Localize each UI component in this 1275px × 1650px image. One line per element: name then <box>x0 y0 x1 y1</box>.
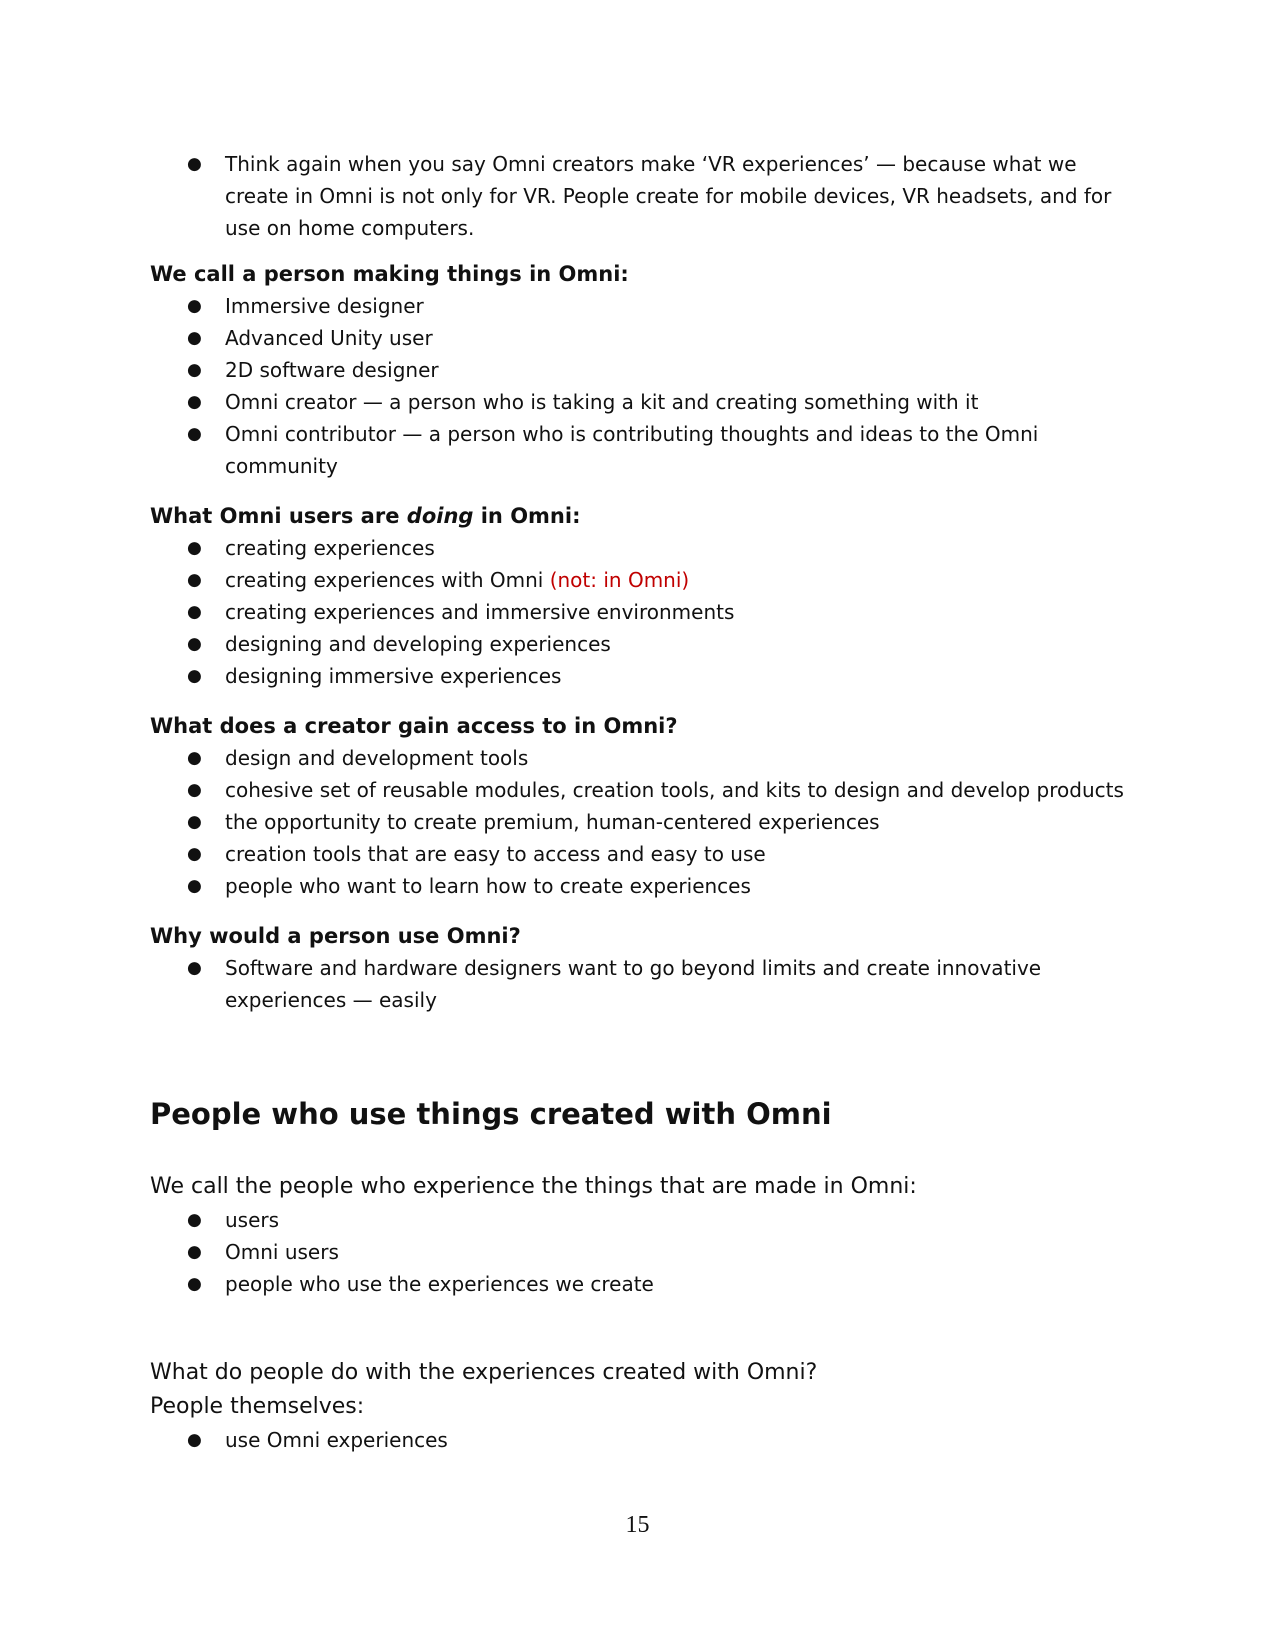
list-item: ● Advanced Unity user <box>150 322 1130 354</box>
list-item: ● Think again when you say Omni creators make ‘VR experiences’ — because what we create in Omni is not only for VR. People create for mobile devices, VR headsets, and for use on home computers. <box>150 148 1130 244</box>
bullet-icon: ● <box>187 538 202 558</box>
bullet-icon: ● <box>187 666 202 686</box>
people-actions-list <box>150 1424 1130 1456</box>
list-item: ● design and development tools <box>150 742 1130 774</box>
bullet-icon: ● <box>187 634 202 654</box>
people-sub: People themselves: <box>150 1394 365 1419</box>
access-list <box>150 742 1130 902</box>
list-item: ● people who want to learn how to create experiences <box>150 870 1130 902</box>
bullet-icon: ● <box>187 1274 202 1294</box>
list-item: ● users <box>150 1204 1130 1236</box>
list-item: ● creating experiences <box>150 532 1130 564</box>
bullet-icon: ● <box>187 570 202 590</box>
doing-emphasis: doing <box>406 504 474 528</box>
list-item: ● creating experiences and immersive environments <box>150 596 1130 628</box>
bullet-icon: ● <box>187 1242 202 1262</box>
bullet-icon: ● <box>187 154 202 174</box>
list-item: ● cohesive set of reusable modules, creation tools, and kits to design and develop products <box>150 774 1130 806</box>
page-number: 15 <box>625 1512 650 1538</box>
list-item: ● Omni contributor — a person who is contributing thoughts and ideas to the Omni community <box>150 418 1130 482</box>
list-item: ● Omni users <box>150 1236 1130 1268</box>
bullet-icon: ● <box>187 780 202 800</box>
top-bullet-list <box>150 148 1130 244</box>
list-item: ● creation tools that are easy to access and easy to use <box>150 838 1130 870</box>
list-item: ● 2D software designer <box>150 354 1130 386</box>
list-item: ● use Omni experiences <box>150 1424 1130 1456</box>
list-item: ● designing and developing experiences <box>150 628 1130 660</box>
list-item: ● people who use the experiences we create <box>150 1268 1130 1300</box>
list-item: ● creating experiences with Omni (not: in Omni) <box>150 564 1130 596</box>
bullet-icon: ● <box>187 360 202 380</box>
list-item: ● Immersive designer <box>150 290 1130 322</box>
bullet-icon: ● <box>187 812 202 832</box>
bullet-icon: ● <box>187 1430 202 1450</box>
people-intro: We call the people who experience the things that are made in Omni: <box>150 1174 917 1199</box>
bullet-icon: ● <box>187 602 202 622</box>
why-heading: Why would a person use Omni? <box>150 924 521 948</box>
makers-list <box>150 290 1130 482</box>
doing-list <box>150 532 1130 692</box>
list-item: ● Software and hardware designers want to go beyond limits and create innovative experiences — easily <box>150 952 1130 1016</box>
makers-heading: We call a person making things in Omni: <box>150 262 629 286</box>
bullet-icon: ● <box>187 958 202 978</box>
bullet-icon: ● <box>187 876 202 896</box>
why-list <box>150 952 1130 1016</box>
people-list <box>150 1204 1130 1300</box>
bullet-icon: ● <box>187 296 202 316</box>
bullet-icon: ● <box>187 844 202 864</box>
bullet-icon: ● <box>187 392 202 412</box>
list-item: ● Omni creator — a person who is taking a kit and creating something with it <box>150 386 1130 418</box>
usage-note: (not: in Omni) <box>549 568 690 592</box>
access-heading: What does a creator gain access to in Omni? <box>150 714 678 738</box>
bullet-icon: ● <box>187 424 202 444</box>
bullet-icon: ● <box>187 328 202 348</box>
list-item: ● the opportunity to create premium, human-centered experiences <box>150 806 1130 838</box>
document-page <box>150 148 1130 1456</box>
list-item: ● designing immersive experiences <box>150 660 1130 692</box>
people-question: What do people do with the experiences created with Omni? <box>150 1360 818 1385</box>
people-section-title: People who use things created with Omni <box>150 1097 832 1131</box>
doing-heading: What Omni users are doing in Omni: <box>150 504 581 528</box>
bullet-icon: ● <box>187 748 202 768</box>
bullet-icon: ● <box>187 1210 202 1230</box>
